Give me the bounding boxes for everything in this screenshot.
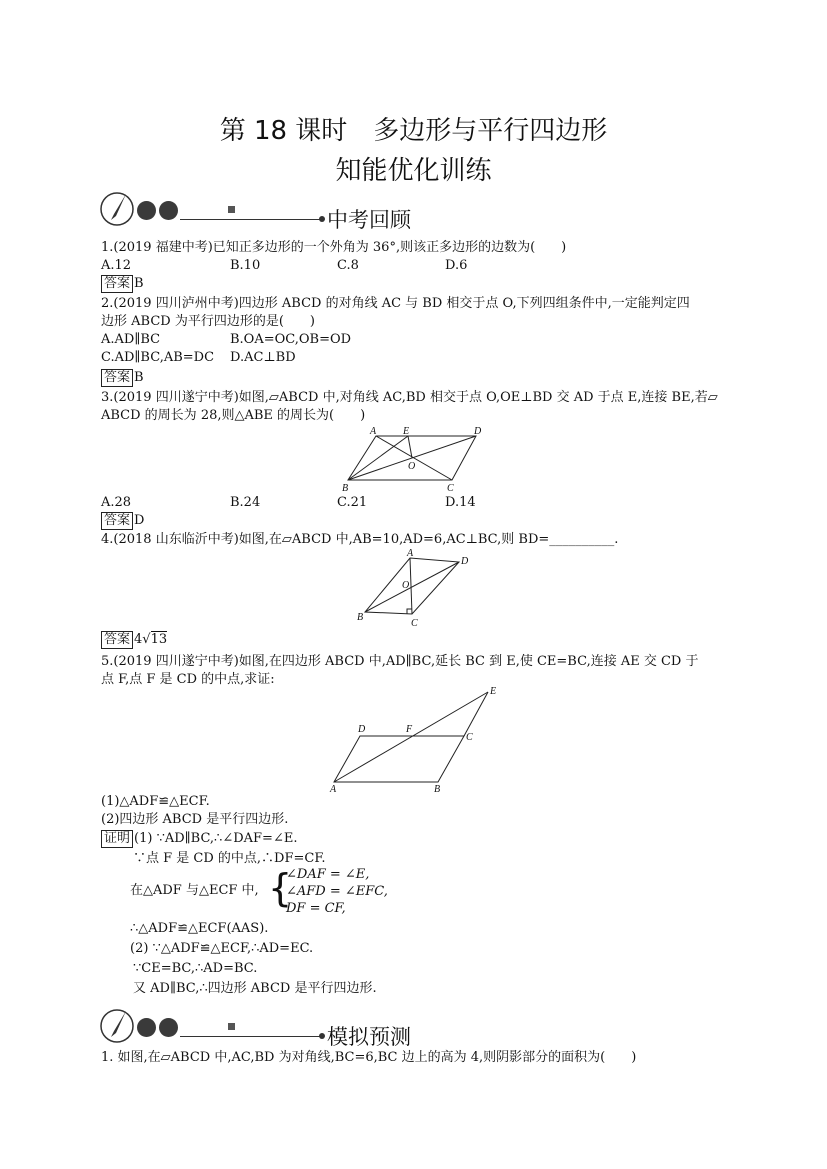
label-o: O bbox=[402, 580, 410, 591]
answer-badge: 答案 bbox=[101, 631, 133, 649]
question-1-stem: 1.(2019 福建中考)已知正多边形的一个外角为 36°,则该正多边形的边数为( ) bbox=[101, 240, 567, 255]
proof-text: (1) ∵AD∥BC,∴∠DAF=∠E. bbox=[134, 831, 298, 846]
question-2-stem: 边形 ABCD 为平行四边形的是( ) bbox=[101, 314, 315, 329]
label-f: F bbox=[406, 724, 413, 735]
label-d: D bbox=[461, 556, 469, 567]
equation-line: DF = CF, bbox=[286, 901, 346, 916]
equation-system bbox=[286, 866, 388, 917]
answer-coefficient: 4 bbox=[134, 632, 143, 647]
label-a: A bbox=[407, 548, 414, 559]
decor-line bbox=[180, 1036, 320, 1037]
question-5-part1: (1)△ADF≌△ECF. bbox=[101, 794, 210, 809]
proof-line: ∴△ADF≌△ECF(AAS). bbox=[130, 921, 269, 936]
label-c: C bbox=[466, 732, 473, 743]
option-d: D.AC⊥BD bbox=[230, 350, 296, 365]
label-b: B bbox=[342, 483, 349, 494]
section-banner-mock bbox=[100, 1005, 440, 1049]
option-c: C.21 bbox=[337, 495, 368, 510]
mock-question-1-stem: 1. 如图,在▱ABCD 中,AC,BD 为对角线,BC=6,BC 边上的高为 4,则阴影部分的面积为( ) bbox=[101, 1050, 637, 1065]
label-e: E bbox=[490, 686, 497, 697]
question-4-stem: 4.(2018 山东临沂中考)如图,在▱ABCD 中,AB=10,AD=6,AC⊥BC,则 BD=__________. bbox=[101, 532, 619, 547]
proof-line: 又 AD∥BC,∴四边形 ABCD 是平行四边形. bbox=[133, 981, 377, 996]
question-3-stem: 3.(2019 四川遂宁中考)如图,▱ABCD 中,对角线 AC,BD 相交于点 O,OE⊥BD 交 AD 于点 E,连接 BE,若▱ bbox=[101, 390, 718, 405]
question-3-stem: ABCD 的周长为 28,则△ABE 的周长为( ) bbox=[101, 408, 366, 423]
label-a: A bbox=[370, 426, 377, 437]
option-a: A.12 bbox=[101, 258, 132, 273]
equation-line: ∠AFD = ∠EFC, bbox=[286, 884, 388, 899]
answer-row: 答案 4√13 bbox=[101, 631, 167, 649]
option-a: A.AD∥BC bbox=[101, 332, 161, 347]
label-d: D bbox=[358, 724, 366, 735]
decor-square bbox=[228, 206, 235, 213]
option-c: C.AD∥BC,AB=DC bbox=[101, 350, 215, 365]
answer-row bbox=[101, 369, 144, 387]
decor-dot bbox=[159, 1018, 178, 1037]
decor-bullet bbox=[319, 1033, 325, 1039]
decor-dot bbox=[159, 201, 178, 220]
brush-icon bbox=[100, 190, 136, 228]
proof-badge: 证明 bbox=[101, 830, 133, 848]
brace: { bbox=[268, 866, 293, 910]
answer-row bbox=[101, 275, 144, 293]
answer-badge: 答案 bbox=[101, 369, 133, 387]
page-title: 第 18 课时 多边形与平行四边形 bbox=[219, 116, 608, 146]
label-c: C bbox=[447, 483, 454, 494]
proof-line: 在△ADF 与△ECF 中, bbox=[130, 883, 259, 898]
label-b: B bbox=[434, 784, 441, 795]
answer-badge: 答案 bbox=[101, 275, 133, 293]
label-e: E bbox=[403, 426, 410, 437]
brush-icon bbox=[100, 1007, 136, 1045]
decor-dot bbox=[137, 201, 156, 220]
answer-radicand: 13 bbox=[150, 632, 168, 647]
question-5-stem: 点 F,点 F 是 CD 的中点,求证: bbox=[101, 672, 275, 687]
decor-bullet bbox=[319, 216, 325, 222]
section-title: 中考回顾 bbox=[327, 208, 411, 232]
decor-dot bbox=[137, 1018, 156, 1037]
section-title: 模拟预测 bbox=[327, 1025, 411, 1049]
question-5-stem: 5.(2019 四川遂宁中考)如图,在四边形 ABCD 中,AD∥BC,延长 BC 到 E,使 CE=BC,连接 AE 交 CD 于 bbox=[101, 654, 699, 669]
question-2-stem: 2.(2019 四川泸州中考)四边形 ABCD 的对角线 AC 与 BD 相交于点 O,下列四组条件中,一定能判定四 bbox=[101, 296, 690, 311]
answer-row bbox=[101, 512, 144, 530]
label-a: A bbox=[330, 784, 337, 795]
equation-line: ∠DAF = ∠E, bbox=[286, 867, 370, 882]
proof-line bbox=[101, 830, 297, 848]
option-d: D.14 bbox=[445, 495, 476, 510]
question-5-part2: (2)四边形 ABCD 是平行四边形. bbox=[101, 812, 289, 827]
option-a: A.28 bbox=[101, 495, 132, 510]
option-c: C.8 bbox=[337, 258, 359, 273]
answer-value: B bbox=[134, 276, 144, 291]
figure-q4 bbox=[355, 548, 475, 630]
answer-badge: 答案 bbox=[101, 512, 133, 530]
label-o: O bbox=[408, 461, 416, 472]
answer-value: B bbox=[134, 370, 144, 385]
option-b: B.24 bbox=[230, 495, 261, 510]
figure-q5 bbox=[326, 684, 506, 796]
proof-line: ∵CE=BC,∴AD=BC. bbox=[133, 961, 258, 976]
decor-square bbox=[228, 1023, 235, 1030]
decor-line bbox=[180, 219, 320, 220]
option-d: D.6 bbox=[445, 258, 468, 273]
option-b: B.10 bbox=[230, 258, 261, 273]
label-b: B bbox=[357, 612, 364, 623]
page-subtitle: 知能优化训练 bbox=[335, 156, 492, 186]
answer-value: D bbox=[134, 513, 145, 528]
label-d: D bbox=[474, 426, 482, 437]
proof-line: ∵点 F 是 CD 的中点,∴DF=CF. bbox=[133, 851, 326, 866]
option-b: B.OA=OC,OB=OD bbox=[230, 332, 352, 347]
label-c: C bbox=[411, 618, 418, 629]
section-banner-review bbox=[100, 188, 440, 232]
proof-line: (2) ∵△ADF≌△ECF,∴AD=EC. bbox=[130, 941, 314, 956]
figure-q3 bbox=[340, 424, 490, 496]
